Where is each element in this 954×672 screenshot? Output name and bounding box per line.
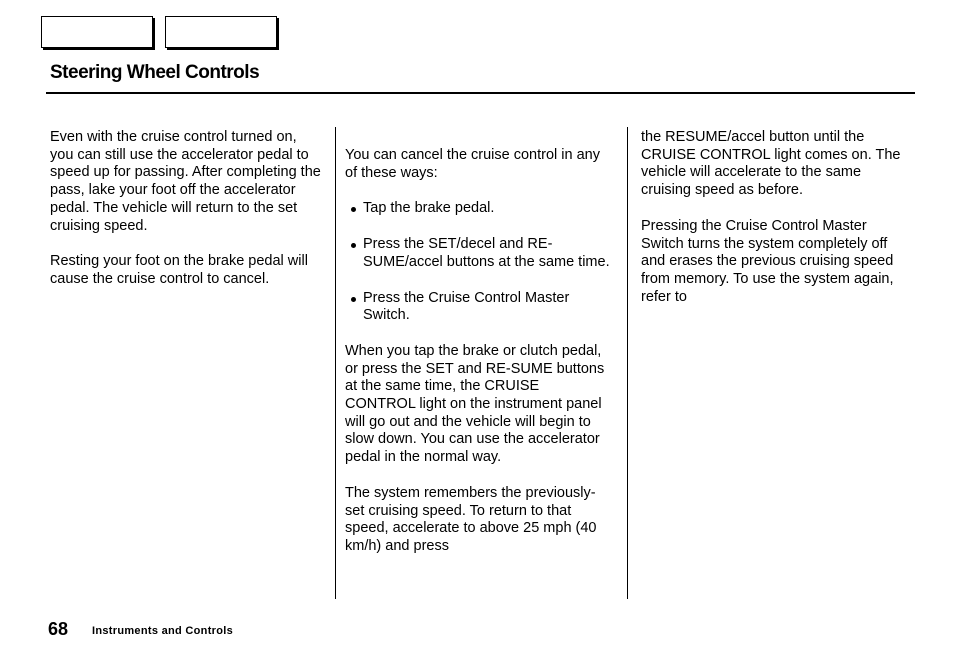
column-divider-2 — [627, 127, 628, 599]
title-divider — [46, 92, 915, 94]
col1-paragraph-2: Resting your foot on the brake pedal will cause the cruise control to cancel. — [50, 253, 308, 287]
col2-intro: You can cancel the cruise control in any of these ways: — [345, 147, 600, 181]
page-title: Steering Wheel Controls — [50, 62, 260, 83]
col3-paragraph-2: Pressing the Cruise Control Master Switch turns the system completely off and erases the previous cruising speed from memory. To use the system again, refer to — [641, 217, 894, 305]
col2-paragraph-2: When you tap the brake or clutch pedal, or press the SET and RE-SUME buttons at the same time, the CRUISE CONTROL light on the instrument panel will go out and the vehicle will begin to slow down. You can use the accelerator pedal in the normal way. — [345, 342, 605, 466]
list-item — [345, 236, 611, 271]
column-1 — [50, 129, 322, 289]
bullet-icon — [351, 243, 356, 248]
bullet-icon — [351, 297, 356, 302]
nav-button-previous[interactable] — [41, 16, 153, 48]
list-item-text: Press the SET/decel and RE-SUME/accel buttons at the same time. — [363, 236, 610, 270]
cancel-methods-list — [345, 200, 611, 325]
section-name: Instruments and Controls — [92, 625, 234, 637]
col2-paragraph-3: The system remembers the previously-set cruising speed. To return to that speed, accelerate to above 25 mph (40 km/h) and press — [345, 484, 597, 554]
list-item-text: Tap the brake pedal. — [363, 200, 495, 217]
list-item-text: Press the Cruise Control Master Switch. — [363, 289, 570, 324]
bullet-icon — [351, 207, 356, 212]
col3-paragraph-1: the RESUME/accel button until the CRUISE CONTROL light comes on. The vehicle will accelerate to the same cruising speed as before. — [641, 129, 901, 199]
col1-paragraph-1: Even with the cruise control turned on, you can still use the accelerator pedal to speed up for passing. After completing the pass, lake your foot off the accelerator pedal. The vehicle will return to the set cruising speed. — [50, 129, 321, 234]
page-number: 68 — [48, 619, 69, 639]
nav-button-next[interactable] — [165, 16, 277, 48]
list-item — [345, 290, 611, 325]
column-2 — [345, 147, 611, 556]
column-3 — [641, 129, 909, 306]
list-item — [345, 200, 611, 218]
column-divider-1 — [335, 127, 336, 599]
